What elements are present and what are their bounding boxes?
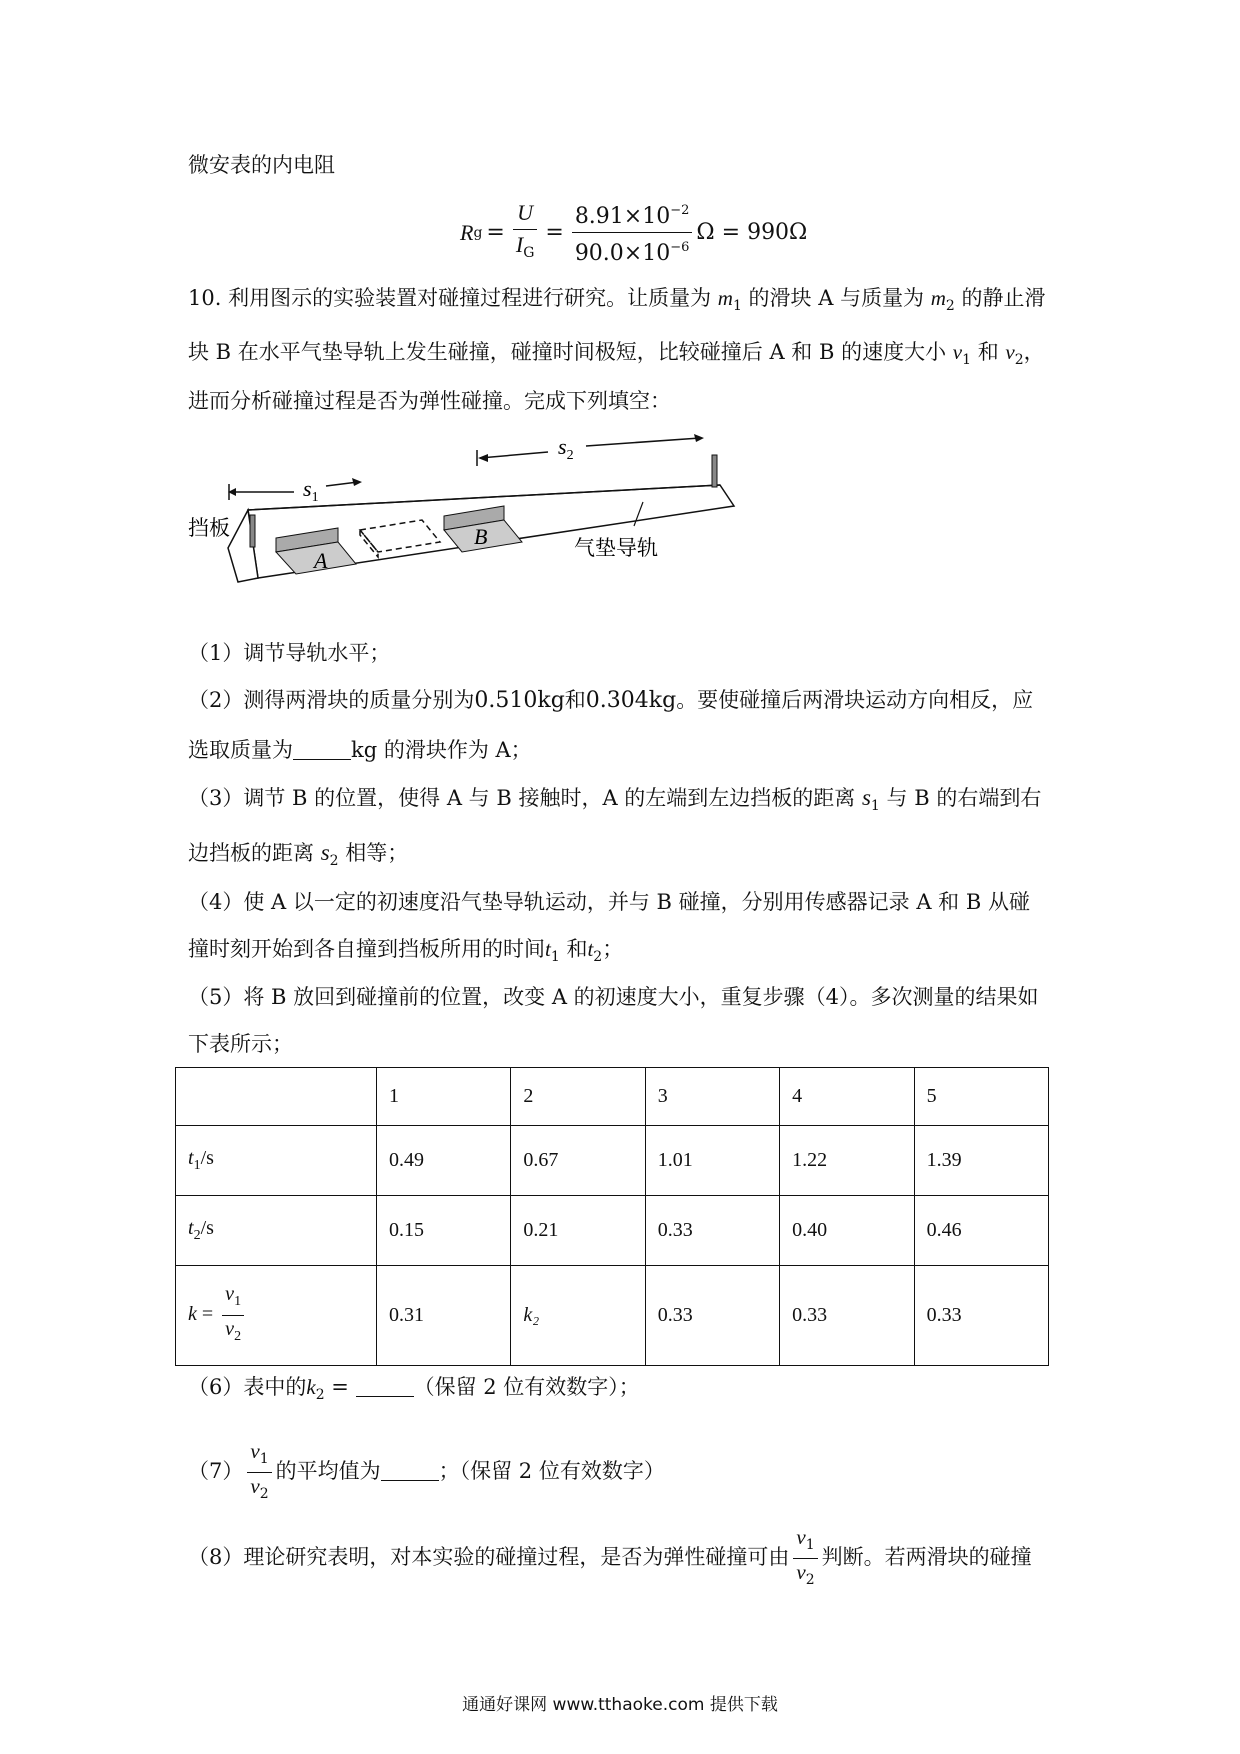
table-header-cell: 3	[645, 1068, 779, 1126]
table-header-cell: 5	[914, 1068, 1048, 1126]
mass-a-value: 0.510kg	[474, 688, 565, 713]
fraction-denominator-sub: G	[523, 244, 535, 261]
step-2-line-2	[188, 735, 532, 765]
table-cell: 0.33	[645, 1196, 779, 1266]
table-cell: 1.39	[914, 1126, 1048, 1196]
right-baffle	[712, 455, 717, 487]
question-10-line-1: 10. 利用图示的实验装置对碰撞过程进行研究。让质量为 $m_1$ 的滑块 A 与质量为 $m_2$ 的静止滑	[188, 286, 1046, 314]
s2-arrowhead-right	[694, 434, 704, 442]
step-7	[188, 1438, 665, 1507]
text: （1）调节导轨水平；	[188, 641, 391, 665]
text: （5）将 B 放回到碰撞前的位置，改变 A 的初速度大小，重复步骤（4）。多次测量的结果如	[188, 985, 1039, 1009]
s1-label: $s_1$	[303, 476, 319, 505]
table-cell: 0.49	[377, 1126, 511, 1196]
text: 和	[977, 340, 999, 364]
text: 和	[564, 688, 586, 712]
text: （8）理论研究表明，对本实验的碰撞过程，是否为弹性碰撞可由	[188, 1545, 790, 1569]
text: 微安表的内电阻	[188, 153, 335, 177]
mass-b-value: 0.304kg	[585, 688, 677, 713]
formula-lhs: R	[460, 219, 474, 245]
table-header-cell	[176, 1068, 377, 1126]
s2-label: $s_2$	[558, 434, 574, 463]
text: ；	[602, 937, 624, 961]
step-1	[188, 638, 390, 668]
slider-b-label: B	[474, 524, 488, 549]
text: 和	[566, 937, 588, 961]
step-5-line-2	[188, 1029, 293, 1059]
text: （4）使 A 以一定的初速度沿气垫导轨运动，并与 B 碰撞，分别用传感器记录 A 和 B 从碰	[188, 890, 1030, 914]
row-label-k: k = $\frac{v_1}{v_2}$	[176, 1266, 377, 1366]
text: 的静止滑	[961, 286, 1046, 310]
text: 撞时刻开始到各自撞到挡板所用的时间	[188, 937, 545, 961]
s1-arrowhead-right	[352, 478, 362, 486]
text: 选取质量为	[188, 738, 293, 762]
air-track-diagram	[188, 430, 748, 600]
denominator-exp: −6	[670, 240, 690, 255]
text: （保留 2 位有效数字）；	[413, 1375, 640, 1399]
text-line-resistance	[188, 150, 335, 180]
step-5-line-1	[188, 982, 1039, 1012]
text: 块 B 在水平气垫导轨上发生碰撞，碰撞时间极短，比较碰撞后 A 和 B 的速度大小	[188, 340, 947, 364]
question-10-line-3	[188, 386, 671, 416]
velocity-ratio-fraction: $\frac{v_1}{v_2}$	[247, 1438, 271, 1507]
text: （6）表中的	[188, 1375, 307, 1399]
text: 的滑块 A 与质量为	[748, 286, 925, 310]
fraction-denominator: I	[515, 231, 524, 257]
text: ；（保留 2 位有效数字）	[438, 1459, 665, 1483]
text: 进而分析碰撞过程是否为弹性碰撞。完成下列填空：	[188, 389, 671, 413]
answer-blank-average[interactable]	[381, 1460, 439, 1481]
text: 。要使碰撞后两滑块运动方向相反，应	[676, 688, 1034, 712]
table-header-cell: 4	[780, 1068, 914, 1126]
table-row-t1	[176, 1126, 1049, 1196]
fraction-numerator: U	[517, 199, 534, 225]
text: 边挡板的距离	[188, 841, 314, 865]
answer-blank-k2[interactable]	[356, 1376, 414, 1397]
question-10-line-2: 块 B 在水平气垫导轨上发生碰撞，碰撞时间极短，比较碰撞后 A 和 B 的速度大小 $v_1$ 和 $v_2$，	[188, 340, 1045, 368]
table-cell: 0.67	[511, 1126, 645, 1196]
s2-arrowhead-left	[478, 454, 488, 462]
step-4-line-2: 撞时刻开始到各自撞到挡板所用的时间$t_1$ 和$t_2$；	[188, 937, 624, 965]
formula-lhs-sub: g	[473, 224, 483, 241]
left-baffle	[250, 515, 255, 547]
table-header-cell: 1	[377, 1068, 511, 1126]
numerator-exp: −2	[670, 203, 690, 218]
fraction-values	[572, 196, 693, 269]
table-cell: 0.31	[377, 1266, 511, 1366]
table-cell: 0.15	[377, 1196, 511, 1266]
table-cell: 0.33	[780, 1266, 914, 1366]
step-2-line-1	[188, 685, 1033, 716]
table-cell-k2: k₂	[511, 1266, 645, 1366]
velocity-ratio-fraction: $\frac{v_1}{v_2}$	[222, 1281, 244, 1350]
text: kg 的滑块作为 A；	[351, 738, 532, 762]
step-6: （6）表中的$k_2$ = （保留 2 位有效数字）；	[188, 1375, 640, 1403]
row-label-t1: $t_1/s$	[176, 1126, 377, 1196]
text: 相等；	[345, 841, 409, 865]
rail-label: 气垫导轨	[574, 536, 658, 560]
numerator-base: 8.91×10	[574, 204, 671, 229]
table-cell: 0.33	[914, 1266, 1048, 1366]
step-3-line-2: 边挡板的距离 $s_2$ 相等；	[188, 840, 409, 869]
s2-arrow-right	[586, 438, 700, 446]
denominator-base: 90.0×10	[574, 241, 671, 266]
step-8	[188, 1524, 1032, 1593]
row-label-t2: $t_2/s$	[176, 1196, 377, 1266]
text: 10. 利用图示的实验装置对碰撞过程进行研究。让质量为	[188, 286, 712, 310]
table-cell: 0.40	[780, 1196, 914, 1266]
table-row-k	[176, 1266, 1049, 1366]
table-cell: 0.46	[914, 1196, 1048, 1266]
text: （7）	[188, 1459, 244, 1483]
s2-arrow-left	[480, 452, 548, 458]
formula-result: Ω = 990Ω	[696, 220, 808, 245]
table-cell: 1.01	[645, 1126, 779, 1196]
table-cell: 0.21	[511, 1196, 645, 1266]
text: ，	[1023, 340, 1045, 364]
text: （2）测得两滑块的质量分别为	[188, 688, 475, 712]
text: 的平均值为	[275, 1459, 381, 1483]
table-row-t2	[176, 1196, 1049, 1266]
resistance-formula: R g = $\frac{U}{I_G}$ = $\frac{8.91\times 10^{-2}}{90.0\times 10^{-6}}$ Ω = 990Ω	[460, 196, 807, 269]
table-header-row	[176, 1068, 1049, 1126]
text: （3）调节 B 的位置，使得 A 与 B 接触时，A 的左端到左边挡板的距离	[188, 786, 856, 810]
text: 判断。若两滑块的碰撞	[821, 1545, 1032, 1569]
measurement-table	[175, 1067, 1049, 1366]
slider-a-label: A	[314, 548, 328, 573]
baffle-label: 挡板	[188, 516, 230, 540]
page-footer: 通通好课网 www.tthaoke.com 提供下载	[462, 1695, 778, 1715]
answer-blank-mass[interactable]	[293, 739, 351, 760]
table-cell: 1.22	[780, 1126, 914, 1196]
text: 与 B 的右端到右	[886, 786, 1042, 810]
velocity-ratio-fraction: $\frac{v_1}{v_2}$	[793, 1524, 817, 1593]
text: 下表所示；	[188, 1032, 293, 1056]
step-4-line-1	[188, 887, 1030, 917]
table-header-cell: 2	[511, 1068, 645, 1126]
table-cell: 0.33	[645, 1266, 779, 1366]
fraction-u-over-i	[513, 198, 538, 268]
step-3-line-1: （3）调节 B 的位置，使得 A 与 B 接触时，A 的左端到左边挡板的距离 $s_1$ 与 B 的右端到右	[188, 785, 1042, 814]
